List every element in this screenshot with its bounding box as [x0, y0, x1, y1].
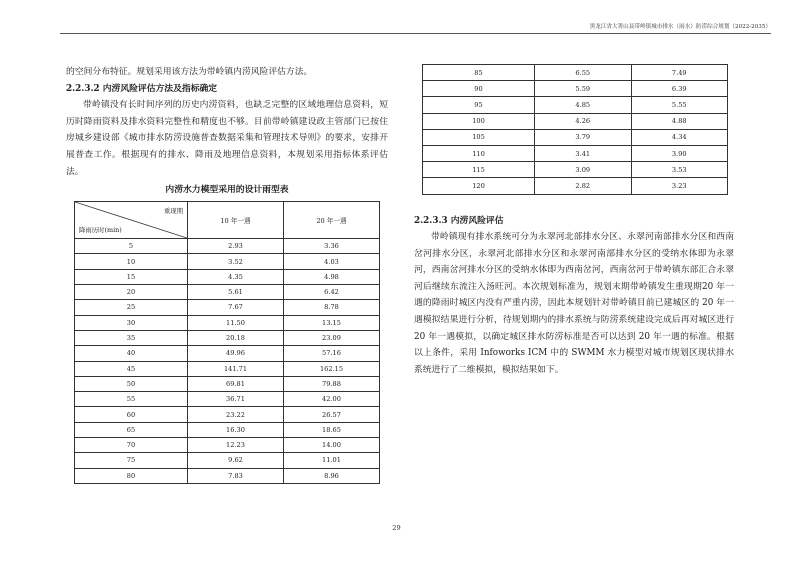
- duration-cell: 10: [75, 254, 188, 269]
- value-10yr-cell: 6.55: [535, 65, 632, 81]
- value-10yr-cell: 3.52: [188, 254, 284, 269]
- table-caption: 内涝水力模型采用的设计雨型表: [165, 185, 289, 196]
- table-row: [75, 392, 380, 407]
- risk-assessment-paragraph: 带岭镇现有排水系统可分为永翠河北部排水分区、永翠河南部排水分区和西南岔河排水分区，永翠河北部排水分区和永翠河南部排水分区的受纳水体即为永翠河，西南岔河排水分区的受纳水体即为西南岔河，西南岔河于带岭镇东部汇合永翠河后继续东流注入汤旺河。本次规划标准为，规划末期带岭镇发生重现期20 年一遇的降雨时城区内没有严重内涝，因此本规划针对带岭镇目前已建城区的 20 年一遇模拟结果进行分析，待规划期内的排水系统与防涝系统建设完成后再对城区进行 20 年一遇模拟，以确定城区排水防涝标准是否可以达到 20 年一遇的标准。根据以上条件，采用 Infoworks ICM 中的 SWMM 水力模型对城市规划区现状排水系统进行了二维模拟，模拟结果如下。: [414, 232, 734, 375]
- value-20yr-cell: 3.53: [631, 162, 728, 178]
- table-row: [75, 330, 380, 345]
- header-rule: [60, 33, 771, 34]
- table-row: [423, 113, 728, 129]
- table-row: [75, 300, 380, 315]
- value-20yr-cell: 4.98: [284, 269, 380, 284]
- value-10yr-cell: 2.82: [535, 178, 632, 194]
- value-20yr-cell: 3.90: [631, 145, 728, 161]
- duration-cell: 45: [75, 361, 188, 376]
- value-20yr-cell: 5.55: [631, 97, 728, 113]
- value-20yr-cell: 26.57: [284, 407, 380, 422]
- value-20yr-cell: 4.03: [284, 254, 380, 269]
- duration-cell: 70: [75, 438, 188, 453]
- duration-cell: 100: [423, 113, 535, 129]
- value-20yr-cell: 79.88: [284, 376, 380, 391]
- table-row: [75, 422, 380, 437]
- table-row: [423, 129, 728, 145]
- duration-cell: 40: [75, 346, 188, 361]
- column-header-10yr: 10 年一遇: [188, 202, 284, 239]
- duration-cell: 95: [423, 97, 535, 113]
- section-heading-2-2-3-3: 2.2.3.3 内涝风险评估: [414, 215, 504, 226]
- table-row: [75, 254, 380, 269]
- value-10yr-cell: 23.22: [188, 407, 284, 422]
- value-10yr-cell: 36.71: [188, 392, 284, 407]
- value-10yr-cell: 49.96: [188, 346, 284, 361]
- value-10yr-cell: 5.59: [535, 81, 632, 97]
- return-period-label: 重现期: [163, 207, 183, 216]
- table-row: [75, 468, 380, 483]
- duration-cell: 50: [75, 376, 188, 391]
- table-row: [75, 361, 380, 376]
- table-row: [423, 178, 728, 194]
- value-20yr-cell: 6.42: [284, 285, 380, 300]
- running-header: 黑龙江省大箐山县带岭镇城市排水（雨水）防涝综合规划（2022-2035）: [589, 24, 771, 30]
- value-20yr-cell: 57.16: [284, 346, 380, 361]
- duration-cell: 55: [75, 392, 188, 407]
- duration-cell: 35: [75, 330, 188, 345]
- value-20yr-cell: 4.34: [631, 129, 728, 145]
- duration-cell: 120: [423, 178, 535, 194]
- table-row: [75, 285, 380, 300]
- value-20yr-cell: 18.65: [284, 422, 380, 437]
- value-20yr-cell: 11.01: [284, 453, 380, 468]
- table-row: [423, 162, 728, 178]
- duration-cell: 65: [75, 422, 188, 437]
- value-20yr-cell: 6.39: [631, 81, 728, 97]
- table-row: [75, 453, 380, 468]
- value-20yr-cell: 42.00: [284, 392, 380, 407]
- page-number: 29: [392, 524, 401, 532]
- value-10yr-cell: 7.83: [188, 468, 284, 483]
- value-10yr-cell: 4.35: [188, 269, 284, 284]
- duration-cell: 5: [75, 239, 188, 254]
- table-row: [75, 376, 380, 391]
- duration-cell: 90: [423, 81, 535, 97]
- value-20yr-cell: 8.96: [284, 468, 380, 483]
- value-10yr-cell: 11.50: [188, 315, 284, 330]
- value-10yr-cell: 4.26: [535, 113, 632, 129]
- duration-label: 降雨历时(min): [79, 226, 122, 235]
- table-row: [75, 346, 380, 361]
- table-row: [75, 315, 380, 330]
- table-row: [75, 269, 380, 284]
- intro-paragraph: 的空间分布特征。规划采用该方法为带岭镇内涝风险评估方法。: [66, 67, 313, 77]
- duration-cell: 105: [423, 129, 535, 145]
- value-10yr-cell: 3.41: [535, 145, 632, 161]
- value-10yr-cell: 12.23: [188, 438, 284, 453]
- table-row: [75, 438, 380, 453]
- table-row: [423, 81, 728, 97]
- duration-cell: 25: [75, 300, 188, 315]
- value-20yr-cell: 7.49: [631, 65, 728, 81]
- value-20yr-cell: 14.00: [284, 438, 380, 453]
- section-heading-2-2-3-2: 2.2.3.2 内涝风险评估方法及指标确定: [66, 83, 218, 94]
- value-10yr-cell: 69.81: [188, 376, 284, 391]
- value-10yr-cell: 3.79: [535, 129, 632, 145]
- table-row: [75, 407, 380, 422]
- duration-cell: 30: [75, 315, 188, 330]
- design-rainfall-table-continued: [422, 64, 728, 195]
- value-10yr-cell: 141.71: [188, 361, 284, 376]
- duration-cell: 110: [423, 145, 535, 161]
- right-column: [414, 64, 734, 378]
- value-10yr-cell: 20.18: [188, 330, 284, 345]
- value-10yr-cell: 4.85: [535, 97, 632, 113]
- value-20yr-cell: 3.36: [284, 239, 380, 254]
- value-10yr-cell: 16.30: [188, 422, 284, 437]
- duration-cell: 75: [75, 453, 188, 468]
- value-20yr-cell: 162.15: [284, 361, 380, 376]
- duration-cell: 15: [75, 269, 188, 284]
- table-row: [423, 65, 728, 81]
- value-10yr-cell: 2.93: [188, 239, 284, 254]
- value-10yr-cell: 7.67: [188, 300, 284, 315]
- value-20yr-cell: 4.88: [631, 113, 728, 129]
- table-diagonal-header: [75, 202, 188, 239]
- duration-cell: 60: [75, 407, 188, 422]
- table-row: [75, 239, 380, 254]
- duration-cell: 85: [423, 65, 535, 81]
- duration-cell: 115: [423, 162, 535, 178]
- value-20yr-cell: 13.15: [284, 315, 380, 330]
- value-10yr-cell: 9.62: [188, 453, 284, 468]
- design-rainfall-table: [74, 201, 380, 484]
- duration-cell: 80: [75, 468, 188, 483]
- left-column: [66, 64, 388, 484]
- value-10yr-cell: 3.09: [535, 162, 632, 178]
- duration-cell: 20: [75, 285, 188, 300]
- value-10yr-cell: 5.61: [188, 285, 284, 300]
- method-paragraph: 带岭镇没有长时间序列的历史内涝资料，也缺乏完整的区域地理信息资料，短历时降雨资料及排水资料完整性和精度也不够。目前带岭镇建设政主管部门已按住房城乡建设部《城市排水防涝设施普查数据采集和管理技术导则》的要求，安排开展普查工作。根据现有的排水、降雨及地理信息资料，本规划采用指标体系评估法。: [66, 100, 388, 177]
- value-20yr-cell: 8.78: [284, 300, 380, 315]
- table-row: [423, 145, 728, 161]
- table-row: [423, 97, 728, 113]
- value-20yr-cell: 3.23: [631, 178, 728, 194]
- column-header-20yr: 20 年一遇: [284, 202, 380, 239]
- value-20yr-cell: 23.09: [284, 330, 380, 345]
